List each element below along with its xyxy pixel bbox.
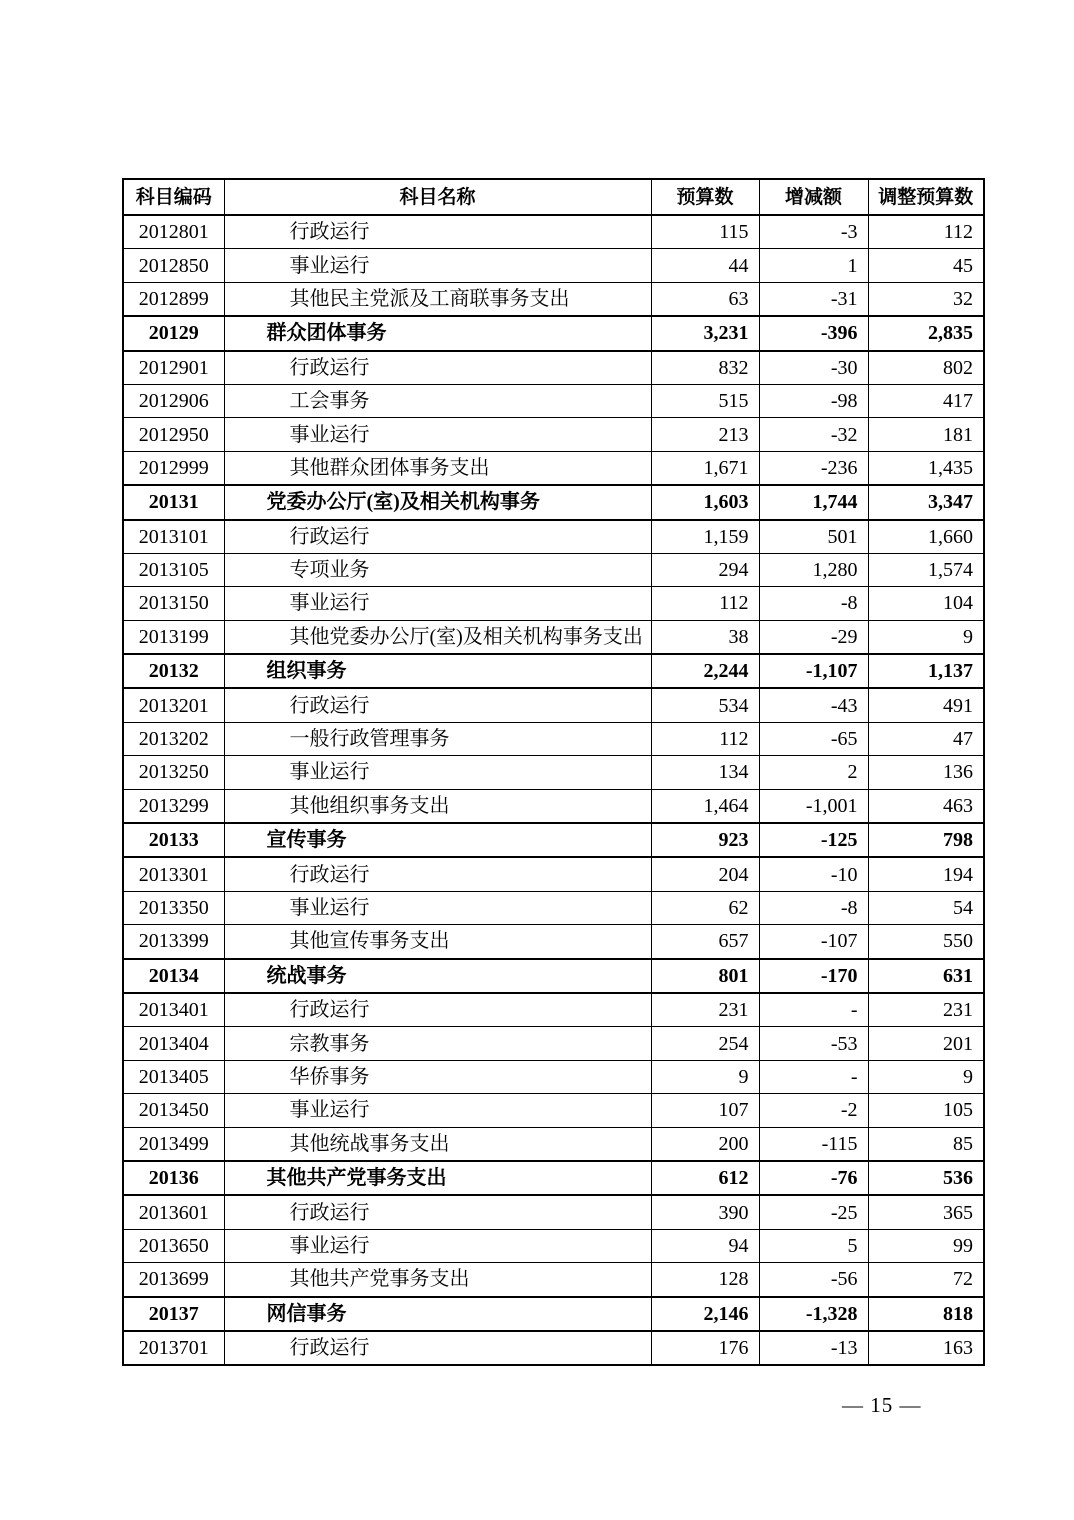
cell-subject-code: 20129 [123, 316, 224, 350]
cell-adjusted-budget: 72 [868, 1263, 984, 1297]
table-row [123, 249, 984, 282]
cell-subject-name: 行政运行 [224, 351, 651, 385]
cell-budget: 112 [651, 587, 759, 620]
table-row [123, 993, 984, 1027]
table-row [123, 823, 984, 857]
cell-subject-name: 事业运行 [224, 1094, 651, 1127]
cell-subject-name: 行政运行 [224, 1195, 651, 1229]
cell-subject-name: 组织事务 [224, 654, 651, 688]
cell-change: -2 [759, 1094, 868, 1127]
cell-adjusted-budget: 231 [868, 993, 984, 1027]
cell-subject-name: 党委办公厅(室)及相关机构事务 [224, 485, 651, 519]
cell-change: -30 [759, 351, 868, 385]
cell-budget: 801 [651, 959, 759, 993]
cell-budget: 3,231 [651, 316, 759, 350]
table-row [123, 654, 984, 688]
table-row [123, 789, 984, 823]
table-row [123, 316, 984, 350]
cell-subject-code: 2012801 [123, 215, 224, 249]
cell-adjusted-budget: 3,347 [868, 485, 984, 519]
cell-change: -56 [759, 1263, 868, 1297]
cell-subject-code: 20137 [123, 1297, 224, 1331]
budget-table [122, 178, 985, 1366]
cell-adjusted-budget: 417 [868, 384, 984, 417]
cell-subject-name: 事业运行 [224, 587, 651, 620]
cell-subject-name: 其他党委办公厅(室)及相关机构事务支出 [224, 620, 651, 654]
cell-change: 1,280 [759, 553, 868, 586]
cell-budget: 112 [651, 722, 759, 755]
cell-change: 1,744 [759, 485, 868, 519]
table-row [123, 756, 984, 789]
cell-subject-code: 2013404 [123, 1027, 224, 1060]
cell-budget: 612 [651, 1161, 759, 1195]
table-row [123, 891, 984, 924]
cell-adjusted-budget: 32 [868, 282, 984, 316]
cell-adjusted-budget: 105 [868, 1094, 984, 1127]
cell-change: -53 [759, 1027, 868, 1060]
cell-budget: 62 [651, 891, 759, 924]
cell-change: -31 [759, 282, 868, 316]
cell-budget: 231 [651, 993, 759, 1027]
header-cell-subject-name: 科目名称 [224, 179, 651, 215]
cell-adjusted-budget: 798 [868, 823, 984, 857]
cell-change: 5 [759, 1229, 868, 1262]
cell-subject-name: 事业运行 [224, 891, 651, 924]
cell-subject-name: 事业运行 [224, 249, 651, 282]
cell-budget: 115 [651, 215, 759, 249]
cell-subject-code: 2013650 [123, 1229, 224, 1262]
cell-subject-code: 2013405 [123, 1060, 224, 1093]
cell-subject-name: 行政运行 [224, 520, 651, 554]
cell-subject-name: 行政运行 [224, 857, 651, 891]
cell-subject-name: 一般行政管理事务 [224, 722, 651, 755]
cell-subject-code: 2012950 [123, 418, 224, 451]
table-row [123, 587, 984, 620]
page-number: — 15 — [842, 1393, 922, 1417]
cell-subject-code: 2013701 [123, 1331, 224, 1365]
cell-subject-name: 事业运行 [224, 756, 651, 789]
table-header-row [123, 179, 984, 215]
cell-budget: 1,671 [651, 451, 759, 485]
cell-budget: 2,146 [651, 1297, 759, 1331]
cell-adjusted-budget: 536 [868, 1161, 984, 1195]
cell-adjusted-budget: 194 [868, 857, 984, 891]
cell-adjusted-budget: 550 [868, 925, 984, 959]
table-row [123, 722, 984, 755]
cell-change: -1,107 [759, 654, 868, 688]
cell-adjusted-budget: 163 [868, 1331, 984, 1365]
cell-adjusted-budget: 365 [868, 1195, 984, 1229]
cell-subject-code: 2013299 [123, 789, 224, 823]
cell-adjusted-budget: 1,574 [868, 553, 984, 586]
header-cell-adjusted-budget: 调整预算数 [868, 179, 984, 215]
cell-subject-code: 2013601 [123, 1195, 224, 1229]
cell-budget: 390 [651, 1195, 759, 1229]
cell-subject-code: 2013250 [123, 756, 224, 789]
cell-adjusted-budget: 1,660 [868, 520, 984, 554]
cell-budget: 534 [651, 688, 759, 722]
table-row [123, 1127, 984, 1161]
cell-adjusted-budget: 802 [868, 351, 984, 385]
table-row [123, 1331, 984, 1365]
cell-budget: 204 [651, 857, 759, 891]
cell-change: -76 [759, 1161, 868, 1195]
header-cell-change: 增减额 [759, 179, 868, 215]
cell-budget: 176 [651, 1331, 759, 1365]
cell-adjusted-budget: 201 [868, 1027, 984, 1060]
cell-subject-name: 行政运行 [224, 688, 651, 722]
cell-budget: 1,603 [651, 485, 759, 519]
cell-budget: 63 [651, 282, 759, 316]
cell-change: -236 [759, 451, 868, 485]
cell-change: -29 [759, 620, 868, 654]
cell-budget: 2,244 [651, 654, 759, 688]
cell-change: -170 [759, 959, 868, 993]
cell-budget: 923 [651, 823, 759, 857]
cell-subject-name: 专项业务 [224, 553, 651, 586]
cell-subject-code: 2013450 [123, 1094, 224, 1127]
cell-budget: 128 [651, 1263, 759, 1297]
cell-subject-code: 2013199 [123, 620, 224, 654]
cell-adjusted-budget: 491 [868, 688, 984, 722]
table-row [123, 1229, 984, 1262]
cell-adjusted-budget: 85 [868, 1127, 984, 1161]
cell-adjusted-budget: 9 [868, 1060, 984, 1093]
table-row [123, 1094, 984, 1127]
table-row [123, 451, 984, 485]
cell-adjusted-budget: 631 [868, 959, 984, 993]
cell-change: - [759, 993, 868, 1027]
cell-subject-name: 行政运行 [224, 1331, 651, 1365]
cell-change: -1,001 [759, 789, 868, 823]
table-row [123, 1297, 984, 1331]
cell-adjusted-budget: 1,137 [868, 654, 984, 688]
cell-change: -3 [759, 215, 868, 249]
cell-change: -65 [759, 722, 868, 755]
cell-change: -98 [759, 384, 868, 417]
cell-change: -25 [759, 1195, 868, 1229]
cell-adjusted-budget: 136 [868, 756, 984, 789]
cell-subject-name: 其他共产党事务支出 [224, 1263, 651, 1297]
cell-budget: 134 [651, 756, 759, 789]
table-row [123, 1161, 984, 1195]
cell-subject-code: 2013202 [123, 722, 224, 755]
table-row [123, 1027, 984, 1060]
table-row [123, 384, 984, 417]
cell-change: -32 [759, 418, 868, 451]
cell-subject-code: 20136 [123, 1161, 224, 1195]
cell-subject-code: 2013350 [123, 891, 224, 924]
cell-budget: 1,464 [651, 789, 759, 823]
cell-budget: 294 [651, 553, 759, 586]
cell-change: -43 [759, 688, 868, 722]
cell-adjusted-budget: 181 [868, 418, 984, 451]
cell-subject-name: 工会事务 [224, 384, 651, 417]
cell-subject-code: 2013401 [123, 993, 224, 1027]
cell-adjusted-budget: 463 [868, 789, 984, 823]
cell-subject-name: 行政运行 [224, 215, 651, 249]
budget-table-body [123, 215, 984, 1365]
cell-budget: 200 [651, 1127, 759, 1161]
cell-change: 501 [759, 520, 868, 554]
cell-change: -396 [759, 316, 868, 350]
cell-subject-code: 2013201 [123, 688, 224, 722]
table-row [123, 485, 984, 519]
cell-subject-code: 20134 [123, 959, 224, 993]
table-row [123, 418, 984, 451]
table-row [123, 520, 984, 554]
cell-subject-name: 事业运行 [224, 1229, 651, 1262]
cell-adjusted-budget: 1,435 [868, 451, 984, 485]
cell-subject-code: 2013150 [123, 587, 224, 620]
cell-subject-code: 20131 [123, 485, 224, 519]
cell-budget: 38 [651, 620, 759, 654]
cell-adjusted-budget: 9 [868, 620, 984, 654]
table-row [123, 1060, 984, 1093]
cell-subject-name: 统战事务 [224, 959, 651, 993]
cell-change: -8 [759, 587, 868, 620]
cell-subject-name: 行政运行 [224, 993, 651, 1027]
cell-adjusted-budget: 104 [868, 587, 984, 620]
cell-budget: 107 [651, 1094, 759, 1127]
table-row [123, 215, 984, 249]
header-cell-subject-code: 科目编码 [123, 179, 224, 215]
cell-budget: 44 [651, 249, 759, 282]
cell-subject-name: 其他共产党事务支出 [224, 1161, 651, 1195]
cell-change: -115 [759, 1127, 868, 1161]
table-row [123, 959, 984, 993]
header-cell-budget: 预算数 [651, 179, 759, 215]
cell-subject-name: 网信事务 [224, 1297, 651, 1331]
cell-subject-code: 2012906 [123, 384, 224, 417]
cell-change: 2 [759, 756, 868, 789]
cell-budget: 657 [651, 925, 759, 959]
cell-subject-code: 2013101 [123, 520, 224, 554]
cell-subject-code: 20132 [123, 654, 224, 688]
cell-budget: 254 [651, 1027, 759, 1060]
cell-change: -8 [759, 891, 868, 924]
cell-budget: 515 [651, 384, 759, 417]
cell-subject-code: 2013699 [123, 1263, 224, 1297]
cell-budget: 94 [651, 1229, 759, 1262]
table-row [123, 1195, 984, 1229]
cell-adjusted-budget: 112 [868, 215, 984, 249]
cell-subject-name: 群众团体事务 [224, 316, 651, 350]
cell-adjusted-budget: 47 [868, 722, 984, 755]
cell-subject-name: 事业运行 [224, 418, 651, 451]
cell-change: 1 [759, 249, 868, 282]
cell-subject-code: 2013301 [123, 857, 224, 891]
cell-change: -13 [759, 1331, 868, 1365]
table-row [123, 553, 984, 586]
cell-change: - [759, 1060, 868, 1093]
cell-subject-name: 华侨事务 [224, 1060, 651, 1093]
cell-subject-code: 20133 [123, 823, 224, 857]
cell-subject-name: 其他宣传事务支出 [224, 925, 651, 959]
cell-subject-name: 其他民主党派及工商联事务支出 [224, 282, 651, 316]
cell-subject-code: 2012899 [123, 282, 224, 316]
table-row [123, 1263, 984, 1297]
cell-subject-code: 2013399 [123, 925, 224, 959]
cell-subject-code: 2013499 [123, 1127, 224, 1161]
cell-adjusted-budget: 818 [868, 1297, 984, 1331]
cell-adjusted-budget: 45 [868, 249, 984, 282]
cell-subject-name: 宗教事务 [224, 1027, 651, 1060]
cell-budget: 213 [651, 418, 759, 451]
cell-adjusted-budget: 54 [868, 891, 984, 924]
cell-subject-code: 2013105 [123, 553, 224, 586]
table-row [123, 857, 984, 891]
table-row [123, 620, 984, 654]
table-row [123, 282, 984, 316]
cell-adjusted-budget: 2,835 [868, 316, 984, 350]
cell-subject-code: 2012850 [123, 249, 224, 282]
cell-subject-code: 2012901 [123, 351, 224, 385]
cell-subject-name: 其他统战事务支出 [224, 1127, 651, 1161]
cell-change: -1,328 [759, 1297, 868, 1331]
cell-change: -125 [759, 823, 868, 857]
cell-budget: 9 [651, 1060, 759, 1093]
cell-subject-name: 其他组织事务支出 [224, 789, 651, 823]
cell-budget: 1,159 [651, 520, 759, 554]
cell-subject-code: 2012999 [123, 451, 224, 485]
cell-change: -107 [759, 925, 868, 959]
cell-adjusted-budget: 99 [868, 1229, 984, 1262]
table-row [123, 351, 984, 385]
cell-subject-name: 宣传事务 [224, 823, 651, 857]
cell-subject-name: 其他群众团体事务支出 [224, 451, 651, 485]
table-row [123, 925, 984, 959]
table-row [123, 688, 984, 722]
cell-change: -10 [759, 857, 868, 891]
cell-budget: 832 [651, 351, 759, 385]
